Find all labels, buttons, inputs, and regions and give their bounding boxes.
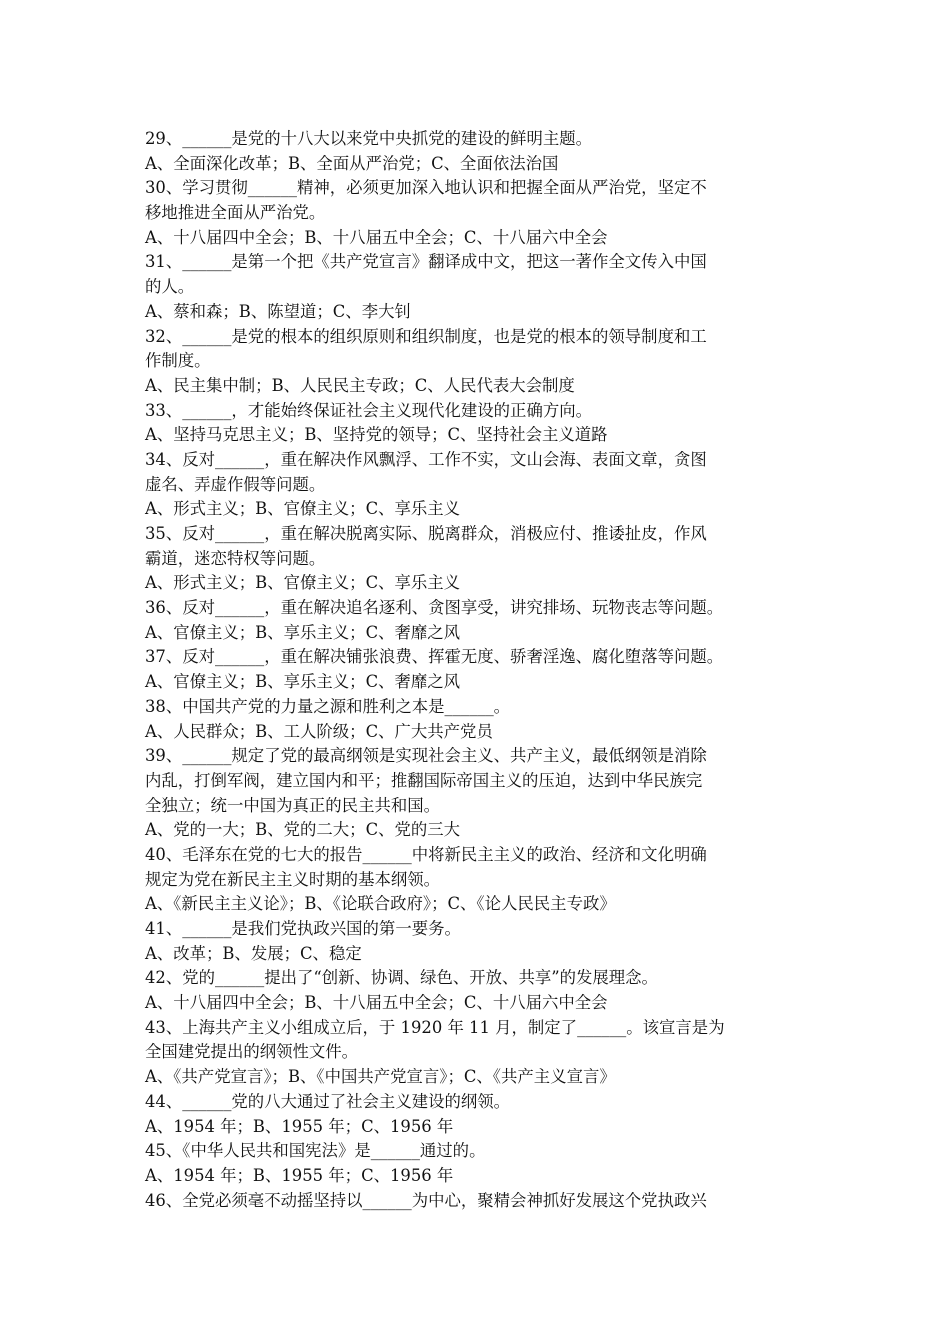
question-34-options: A、形式主义；B、官僚主义；C、享乐主义 — [145, 499, 461, 519]
question-34-text: 34、反对______，重在解决作风飘浮、工作不实，文山会海、表面文章，贪图 — [145, 449, 707, 469]
question-38-options: A、人民群众；B、工人阶级；C、广大共产党员 — [145, 721, 493, 741]
question-43-text-continued: 全国建党提出的纲领性文件。 — [145, 1042, 359, 1062]
question-36-options: A、官僚主义；B、享乐主义；C、奢靡之风 — [145, 622, 461, 642]
question-37-text: 37、反对______，重在解决铺张浪费、挥霍无度、骄奢淫逸、腐化堕落等问题。 — [145, 647, 724, 667]
question-32-options: A、民主集中制；B、人民民主专政；C、人民代表大会制度 — [145, 375, 575, 395]
question-39-text-continued-2: 全独立；统一中国为真正的民主共和国。 — [145, 795, 441, 815]
question-37-options: A、官僚主义；B、享乐主义；C、奢靡之风 — [145, 672, 461, 692]
question-39-text-continued: 内乱，打倒军阀，建立国内和平；推翻国际帝国主义的压迫，达到中华民族完 — [145, 770, 703, 790]
question-30-text-continued: 移地推进全面从严治党。 — [145, 203, 326, 223]
question-41-options: A、改革；B、发展；C、稳定 — [145, 943, 362, 963]
question-32-text-continued: 作制度。 — [145, 351, 211, 371]
question-41-text: 41、______是我们党执政兴国的第一要务。 — [145, 919, 461, 938]
question-34-text-continued: 虚名、弄虚作假等问题。 — [145, 474, 326, 494]
question-35-text-continued: 霸道，迷恋特权等问题。 — [145, 548, 326, 568]
question-42-options: A、十八届四中全会；B、十八届五中全会；C、十八届六中全会 — [145, 993, 608, 1013]
question-44-text: 44、______党的八大通过了社会主义建设的纲领。 — [145, 1091, 511, 1111]
question-45-options: A、1954 年；B、1955 年；C、1956 年 — [145, 1165, 454, 1185]
question-33-options: A、坚持马克思主义；B、坚持党的领导；C、坚持社会主义道路 — [145, 425, 608, 445]
question-32-text: 32、______是党的根本的组织原则和组织制度，也是党的根本的领导制度和工 — [145, 326, 707, 346]
question-29-text: 29、______是党的十八大以来党中央抓党的建设的鲜明主题。 — [145, 129, 593, 148]
question-40-options: A、《新民主主义论》；B、《论联合政府》；C、《论人民民主专政》 — [145, 894, 616, 914]
question-39-options: A、党的一大；B、党的二大；C、党的三大 — [145, 820, 461, 840]
question-list — [145, 127, 810, 1213]
question-38-text: 38、中国共产党的力量之源和胜利之本是______。 — [145, 696, 511, 716]
question-42-text: 42、党的______提出了“创新、协调、绿色、开放、共享”的发展理念。 — [145, 968, 658, 988]
question-30-options: A、十八届四中全会；B、十八届五中全会；C、十八届六中全会 — [145, 227, 608, 247]
question-33-text: 33、______，才能始终保证社会主义现代化建设的正确方向。 — [145, 400, 593, 420]
question-35-text: 35、反对______，重在解决脱离实际、脱离群众，消极应付、推诿扯皮，作风 — [145, 524, 707, 543]
question-31-text-continued: 的人。 — [145, 277, 195, 297]
question-31-options: A、蔡和森；B、陈望道；C、李大钊 — [145, 301, 411, 321]
question-43-text: 43、上海共产主义小组成立后，于 1920 年 11 月，制定了______。该宣言是为 — [145, 1017, 725, 1037]
question-29-options: A、全面深化改革；B、全面从严治党；C、全面依法治国 — [145, 153, 559, 173]
question-40-text: 40、毛泽东在党的七大的报告______中将新民主主义的政治、经济和文化明确 — [145, 844, 707, 864]
question-45-text: 45、《中华人民共和国宪法》是______通过的。 — [145, 1141, 486, 1161]
question-30-text: 30、学习贯彻______精神，必须更加深入地认识和把握全面从严治党，坚定不 — [145, 178, 707, 198]
question-40-text-continued: 规定为党在新民主主义时期的基本纲领。 — [145, 869, 441, 889]
question-39-text: 39、______规定了党的最高纲领是实现社会主义、共产主义，最低纲领是消除 — [145, 746, 707, 766]
question-31-text: 31、______是第一个把《共产党宣言》翻译成中文，把这一著作全文传入中国 — [145, 252, 707, 272]
question-43-options: A、《共产党宣言》；B、《中国共产党宣言》；C、《共产主义宣言》 — [145, 1067, 616, 1087]
question-36-text: 36、反对______，重在解决追名逐利、贪图享受，讲究排场、玩物丧志等问题。 — [145, 598, 724, 618]
question-46-text: 46、全党必须毫不动摇坚持以______为中心，聚精会神抓好发展这个党执政兴 — [145, 1190, 707, 1210]
question-44-options: A、1954 年；B、1955 年；C、1956 年 — [145, 1116, 454, 1136]
question-35-options: A、形式主义；B、官僚主义；C、享乐主义 — [145, 573, 461, 593]
